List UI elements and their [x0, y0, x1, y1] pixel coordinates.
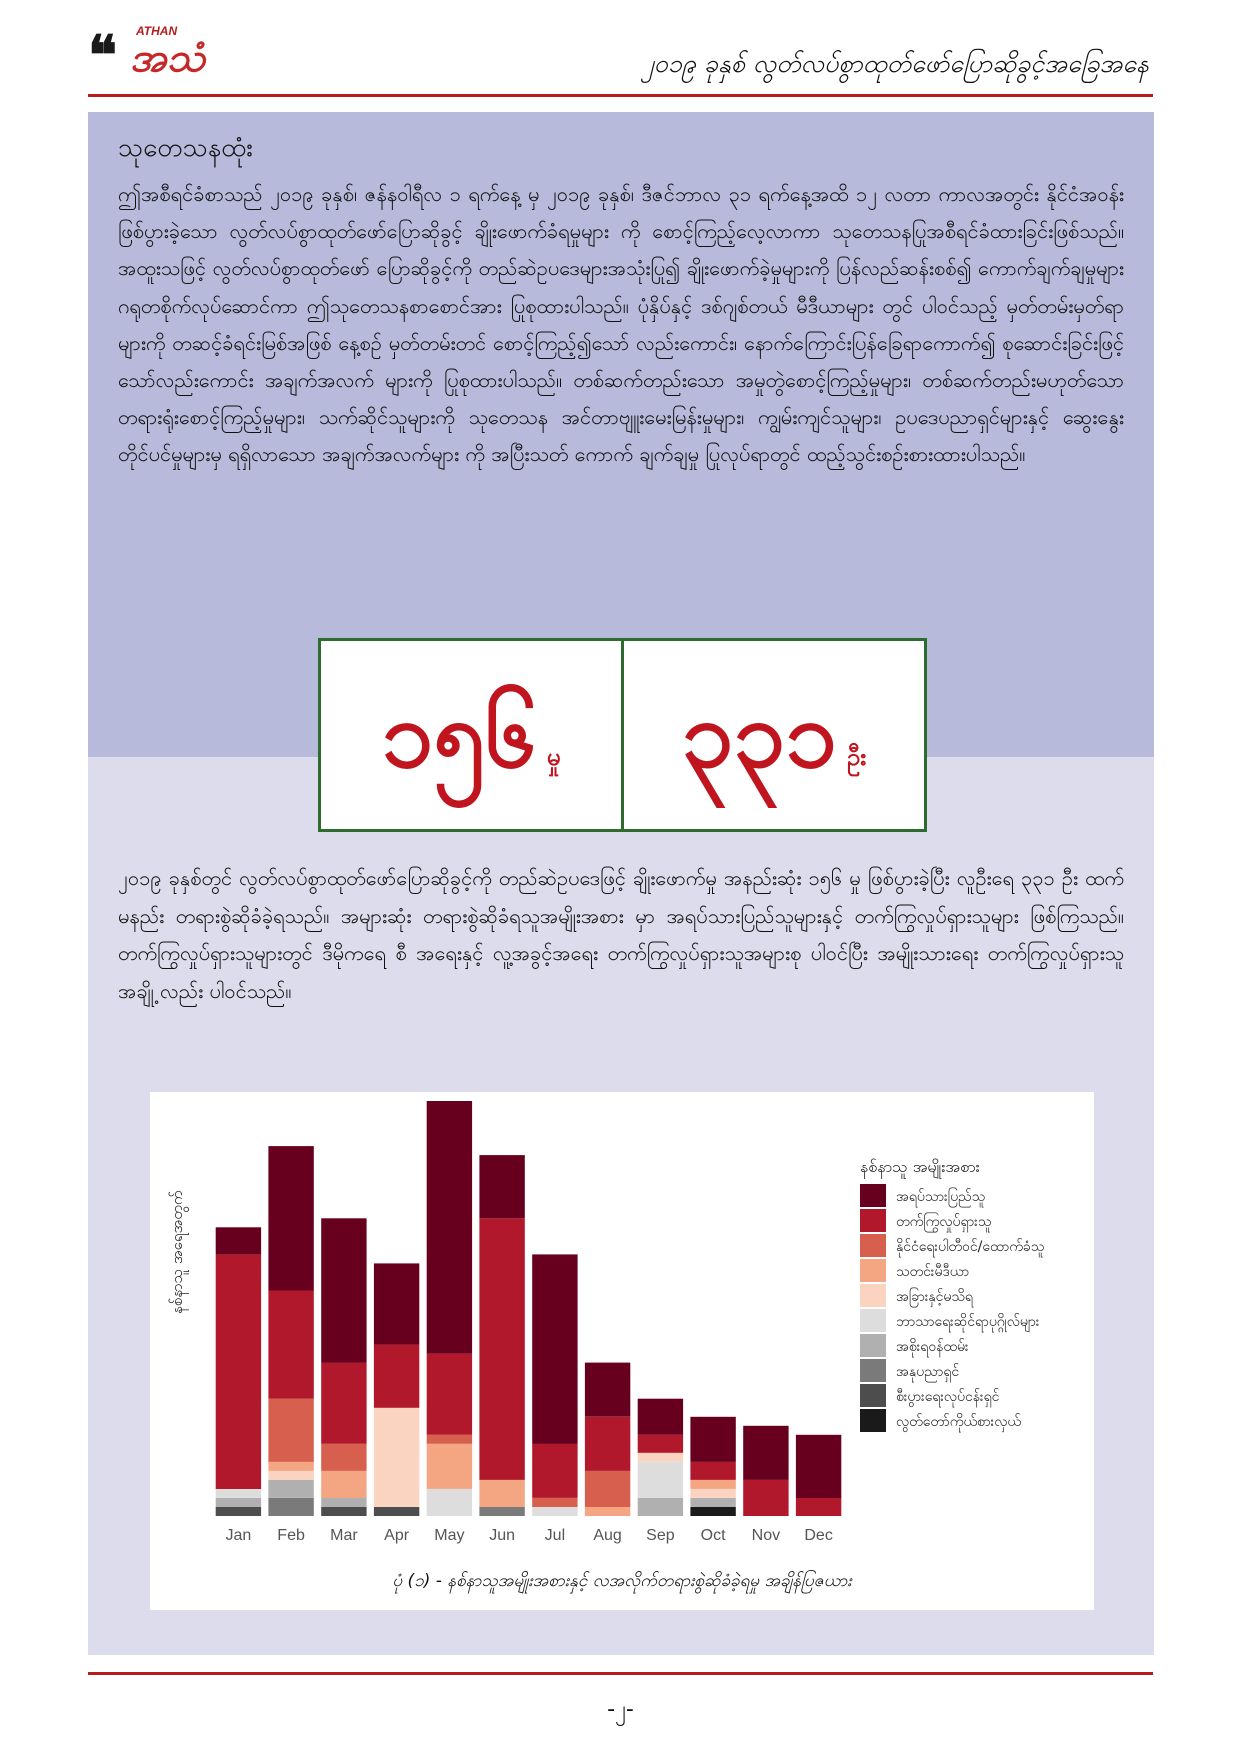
- legend-label-2: နိုင်ငံရေးပါတီဝင်/ထောက်ခံသူ: [896, 1239, 1045, 1255]
- bar-segment-oct-8: [690, 1462, 735, 1480]
- bar-segment-jan-8: [216, 1254, 261, 1489]
- bar-segment-aug-9: [585, 1363, 630, 1417]
- chart-bars: [216, 1101, 842, 1516]
- bar-segment-jul-8: [532, 1444, 577, 1498]
- bar-segment-jul-4: [532, 1507, 577, 1516]
- x-tick-label-mar: Mar: [330, 1527, 358, 1544]
- cases-unit: မှု: [546, 743, 561, 771]
- bar-segment-may-8: [427, 1354, 472, 1435]
- bar-segment-mar-8: [321, 1363, 366, 1444]
- bar-segment-apr-5: [374, 1408, 419, 1507]
- x-tick-label-feb: Feb: [277, 1527, 305, 1544]
- legend-swatch-5: [860, 1309, 886, 1332]
- bar-segment-feb-2: [268, 1498, 313, 1516]
- x-tick-label-jan: Jan: [225, 1527, 252, 1544]
- x-tick-label-may: May: [434, 1527, 465, 1544]
- bar-segment-jun-2: [479, 1507, 524, 1516]
- x-tick-label-oct: Oct: [700, 1527, 726, 1544]
- cases-stat: [321, 641, 621, 829]
- cases-count: ၁၅၆: [381, 681, 537, 788]
- bar-segment-mar-3: [321, 1498, 366, 1507]
- chart-x-ticks: [226, 1527, 833, 1544]
- bar-segment-aug-7: [585, 1471, 630, 1507]
- bar-segment-mar-1: [321, 1507, 366, 1516]
- bar-segment-may-6: [427, 1444, 472, 1489]
- bar-segment-apr-1: [374, 1507, 419, 1516]
- legend-label-1: တက်ကြွလှုပ်ရှားသူ: [896, 1214, 992, 1230]
- chart-legend-title: နစ်နာသူ အမျိုးအစား: [860, 1157, 980, 1176]
- x-tick-label-apr: Apr: [384, 1527, 410, 1544]
- stats-box: [318, 638, 927, 832]
- header-divider: [88, 94, 1153, 97]
- bar-segment-mar-9: [321, 1218, 366, 1362]
- bar-segment-oct-6: [690, 1480, 735, 1489]
- bar-segment-may-9: [427, 1101, 472, 1354]
- bar-segment-may-4: [427, 1489, 472, 1516]
- bar-segment-nov-9: [743, 1426, 788, 1480]
- bar-segment-jul-7: [532, 1498, 577, 1507]
- bar-segment-mar-7: [321, 1444, 366, 1471]
- legend-label-3: သတင်းမီဒီယာ: [896, 1264, 970, 1280]
- bar-segment-jul-9: [532, 1254, 577, 1444]
- summary-paragraph: ၂၀၁၉ ခုနှစ်တွင် လွတ်လပ်စွာထုတ်ဖော်ပြောဆိုခွင့်ကို တည်ဆဲဥပဒေဖြင့် ချိုးဖောက်မှု အနည်းဆုံး ၁၅၆ မှု ဖြစ်ပွားခဲ့ပြီး လူဦးရေ ၃၃၁ ဦး ထက်မနည်း တရားစွဲဆိုခံခဲ့ရသည်။ အများဆုံး တရားစွဲဆိုခံရသူအမျိုးအစား မှာ အရပ်သားပြည်သူများနှင့် တက်ကြွလှုပ်ရှားသူများ ဖြစ်ကြသည်။ တက်ကြွလှုပ်ရှားသူများတွင် ဒီမိုကရေ စီ အရေးနှင့် လူ့အခွင့်အရေး တက်ကြွလှုပ်ရှားသူအများစု ပါဝင်ပြီး အမျိုးသားရေး တက်ကြွလှုပ်ရှားသူ အချို့ လည်း ပါဝင်သည်။: [118, 866, 1124, 1003]
- legend-label-6: အစိုးရဝန်ထမ်း: [896, 1339, 969, 1355]
- legend-swatch-8: [860, 1384, 886, 1407]
- legend-swatch-3: [860, 1259, 886, 1282]
- chart-y-axis-label: နစ်နာသူ အရေအတွက်: [168, 1190, 186, 1314]
- bar-segment-oct-3: [690, 1498, 735, 1507]
- bar-segment-dec-9: [796, 1435, 841, 1498]
- bar-segment-sep-5: [638, 1453, 683, 1462]
- section-heading: သုတေသနထုံး: [118, 133, 253, 163]
- x-tick-label-sep: Sep: [646, 1527, 675, 1544]
- intro-paragraph: ဤအစီရင်ခံစာသည် ၂၀၁၉ ခုနှစ်၊ ဇန်နဝါရီလ ၁ ရက်နေ့ မှ ၂၀၁၉ ခုနှစ်၊ ဒီဇင်ဘာလ ၃၁ ရက်နေ့အထိ ၁၂ လတာ ကာလအတွင်း နိုင်ငံအဝန်းဖြစ်ပွားခဲ့သော လွတ်လပ်စွာထုတ်ဖော်ပြောဆိုခွင့် ချိုးဖောက်ခံရမှုများ ကို စောင့်ကြည့်လေ့လာကာ သုတေသနပြုအစီရင်ခံထားခြင်းဖြစ်သည်။ အထူးသဖြင့် လွတ်လပ်စွာထုတ်ဖော် ပြောဆိုခွင့်ကို တည်ဆဲဥပဒေများအသုံးပြု၍ ချိုးဖောက်ခဲ့မှုများကို ပြန်လည်ဆန်းစစ်၍ ကောက်ချက်ချမှုများ ဂရုတစိုက်လုပ်ဆောင်ကာ ဤသုတေသနစာစောင်အား ပြုစုထားပါသည်။ ပုံနှိပ်နှင့် ဒစ်ဂျစ်တယ် မီဒီယာများ တွင် ပါဝင်သည့် မှတ်တမ်းမှတ်ရာများကို တဆင့်ခံရင်းမြစ်အဖြစ် နေ့စဉ် မှတ်တမ်းတင် စောင့်ကြည့်၍သော် လည်းကောင်း၊ နောက်ကြောင်းပြန်ခြေရာကောက်၍ စုဆောင်းခြင်းဖြင့်သော်လည်းကောင်း အချက်အလက် များကို ပြုစုထားပါသည်။ တစ်ဆက်တည်းသော အမှုတွဲစောင့်ကြည့်မှုများ၊ တစ်ဆက်တည်းမဟုတ်သော တရားရုံးစောင့်ကြည့်မှုများ၊ သက်ဆိုင်သူများကို သုတေသန အင်တာဗျူးမေးမြန်းမှုများ၊ ကျွမ်းကျင်သူများ၊ ဥပဒေပညာရှင်များနှင့် ဆွေးနွေးတိုင်ပင်မှုများမှ ရရှိလာသော အချက်အလက်များ ကို အပြီးသတ် ကောက် ချက်ချမှု ပြုလုပ်ရာတွင် ထည့်သွင်းစဉ်းစားထားပါသည်။: [118, 182, 1124, 467]
- bar-segment-apr-9: [374, 1263, 419, 1344]
- bar-segment-feb-6: [268, 1462, 313, 1471]
- x-tick-label-dec: Dec: [804, 1527, 833, 1544]
- legend-swatch-7: [860, 1359, 886, 1382]
- bar-segment-sep-8: [638, 1435, 683, 1453]
- chart-caption: ပုံ (၁) - နစ်နာသူအမျိုးအစားနှင့် လအလိုက်တရားစွဲဆိုခံခဲ့ရမှု အချိန်ပြဇယား: [392, 1571, 852, 1591]
- legend-label-8: စီးပွားရေးလုပ်ငန်းရှင်: [896, 1389, 1000, 1405]
- x-tick-label-jun: Jun: [489, 1527, 515, 1544]
- bar-segment-mar-6: [321, 1471, 366, 1498]
- legend-label-0: အရပ်သားပြည်သူ: [896, 1189, 986, 1205]
- bar-segment-sep-4: [638, 1462, 683, 1498]
- bar-segment-jan-3: [216, 1498, 261, 1507]
- bar-segment-feb-7: [268, 1399, 313, 1462]
- bar-segment-feb-9: [268, 1146, 313, 1290]
- footer-divider: [88, 1672, 1153, 1675]
- bar-segment-sep-3: [638, 1498, 683, 1516]
- bar-segment-may-7: [427, 1435, 472, 1444]
- bar-segment-feb-5: [268, 1471, 313, 1480]
- bar-segment-jun-6: [479, 1480, 524, 1507]
- bar-segment-oct-5: [690, 1489, 735, 1498]
- bar-segment-aug-6: [585, 1507, 630, 1516]
- bar-segment-oct-9: [690, 1417, 735, 1462]
- bar-segment-jan-1: [216, 1507, 261, 1516]
- legend-swatch-9: [860, 1409, 886, 1432]
- logo-quote-mark: ❝: [88, 23, 118, 87]
- bar-segment-feb-8: [268, 1290, 313, 1398]
- stacked-bar-chart: [150, 1092, 1094, 1562]
- people-stat: [621, 641, 924, 829]
- legend-label-9: လွတ်တော်ကိုယ်စားလှယ်: [896, 1414, 1021, 1430]
- people-unit: ဦး: [846, 743, 867, 771]
- bar-segment-dec-8: [796, 1498, 841, 1516]
- x-tick-label-jul: Jul: [544, 1527, 566, 1544]
- logo-wordmark: အသံ: [130, 35, 206, 81]
- legend-swatch-4: [860, 1284, 886, 1307]
- legend-swatch-1: [860, 1209, 886, 1232]
- header-title: ၂၀၁၉ ခုနှစ် လွတ်လပ်စွာထုတ်ဖော်ပြောဆိုခွင့်အခြေအနေ: [641, 49, 1149, 78]
- bar-segment-aug-8: [585, 1417, 630, 1471]
- bar-segment-oct-0: [690, 1507, 735, 1516]
- x-tick-label-nov: Nov: [751, 1527, 781, 1544]
- bar-segment-feb-3: [268, 1480, 313, 1498]
- logo-brand-text: ATHAN: [136, 24, 178, 38]
- legend-label-4: အခြားနှင့်မသိရ: [896, 1289, 973, 1305]
- legend-swatch-2: [860, 1234, 886, 1257]
- legend-swatch-6: [860, 1334, 886, 1357]
- athan-logo: [88, 20, 208, 87]
- chart-legend: [860, 1184, 1044, 1432]
- chart-card: [150, 1092, 1094, 1610]
- legend-label-5: ဘာသာရေးဆိုင်ရာပုဂ္ဂိုလ်များ: [896, 1314, 1040, 1330]
- bar-segment-jan-4: [216, 1489, 261, 1498]
- bar-segment-sep-9: [638, 1399, 683, 1435]
- x-tick-label-aug: Aug: [593, 1527, 622, 1544]
- bar-segment-jun-8: [479, 1218, 524, 1480]
- bar-segment-apr-8: [374, 1345, 419, 1408]
- legend-swatch-0: [860, 1184, 886, 1207]
- bar-segment-jun-9: [479, 1155, 524, 1218]
- legend-label-7: အနုပညာရှင်: [896, 1364, 960, 1380]
- bar-segment-nov-8: [743, 1480, 788, 1516]
- bar-segment-jan-9: [216, 1227, 261, 1254]
- page-number: -၂-: [607, 1697, 634, 1722]
- people-count: ၃၃၁: [681, 681, 837, 788]
